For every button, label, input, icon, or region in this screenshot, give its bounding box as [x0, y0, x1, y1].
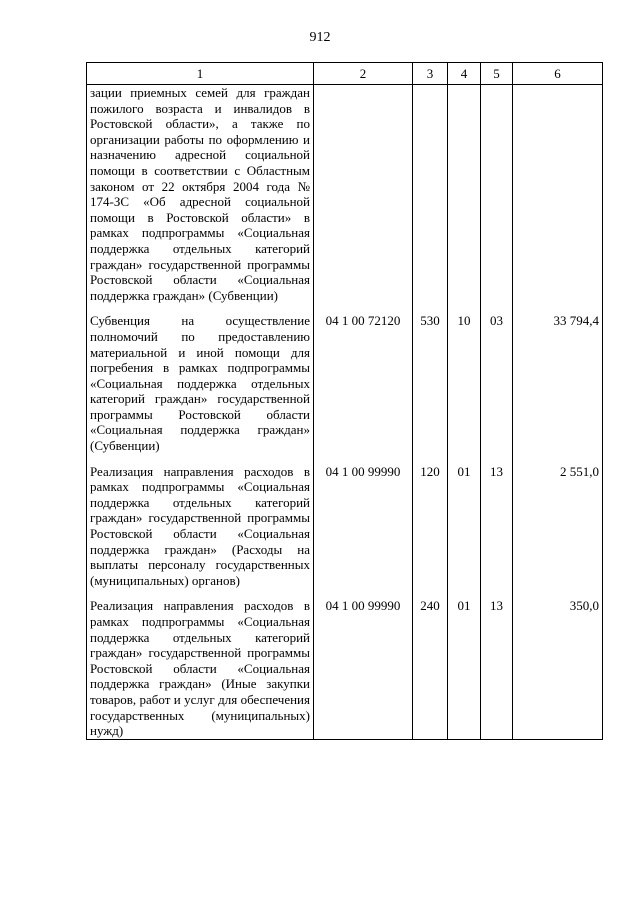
- row-amount: 2 551,0: [513, 464, 603, 589]
- row-amount: 350,0: [513, 598, 603, 739]
- table-row: [87, 313, 603, 453]
- row-section: 01: [448, 598, 481, 739]
- row-spacer: [87, 454, 603, 464]
- row-code: 04 1 00 99990: [314, 464, 413, 589]
- row-spacer: [87, 303, 603, 313]
- row-description: Субвенция на осуществление полномочий по предоставлению материальной и иной помощи для погребения в рамках подпрограммы «Социальная поддержка отдельных категорий граждан» государственной программы Ростовской области «Социальная поддержка граждан» (Субвенции): [87, 313, 314, 453]
- row-section: 10: [448, 313, 481, 453]
- page-number: 912: [309, 30, 331, 45]
- header-col-6: 6: [513, 63, 603, 85]
- header-col-2: 2: [314, 63, 413, 85]
- budget-table: [86, 62, 603, 740]
- row-amount: [513, 85, 603, 304]
- row-type: [413, 85, 448, 304]
- row-description: Реализация направления расходов в рамках подпрограммы «Социальная поддержка отдельных категорий граждан» государственной программы Ростовской области «Социальная поддержка граждан» (Иные закупки товаров, работ и услуг для обеспечения государственных (муниципальных) нужд): [87, 598, 314, 739]
- table-header-row: [87, 63, 603, 85]
- row-description: зации приемных семей для граждан пожилого возраста и инвалидов в Ростовской области», а также по организации работы по оформлению и назначению адресной социальной помощи в соответствии с Областным законом от 22 октября 2004 года № 174-ЗС «Об адресной социальной помощи в Ростовской области» в рамках подпрограммы «Социальная поддержка отдельных категорий граждан» государственной программы Ростовской области «Социальная поддержка граждан» (Субвенции): [87, 85, 314, 304]
- row-type: 240: [413, 598, 448, 739]
- row-subsection: 03: [481, 313, 513, 453]
- row-amount: 33 794,4: [513, 313, 603, 453]
- row-subsection: 13: [481, 598, 513, 739]
- row-section: 01: [448, 464, 481, 589]
- header-col-3: 3: [413, 63, 448, 85]
- row-subsection: 13: [481, 464, 513, 589]
- table-row: [87, 85, 603, 304]
- table-row: [87, 464, 603, 589]
- row-code: 04 1 00 72120: [314, 313, 413, 453]
- row-code: 04 1 00 99990: [314, 598, 413, 739]
- header-col-5: 5: [481, 63, 513, 85]
- row-spacer: [87, 588, 603, 598]
- row-type: 530: [413, 313, 448, 453]
- row-code: [314, 85, 413, 304]
- header-col-4: 4: [448, 63, 481, 85]
- header-col-1: 1: [87, 63, 314, 85]
- row-description: Реализация направления расходов в рамках подпрограммы «Социальная поддержка отдельных категорий граждан» государственной программы Ростовской области «Социальная поддержка граждан» (Расходы на выплаты персоналу государственных (муниципальных) органов): [87, 464, 314, 589]
- row-subsection: [481, 85, 513, 304]
- row-section: [448, 85, 481, 304]
- row-type: 120: [413, 464, 448, 589]
- table-row: [87, 598, 603, 739]
